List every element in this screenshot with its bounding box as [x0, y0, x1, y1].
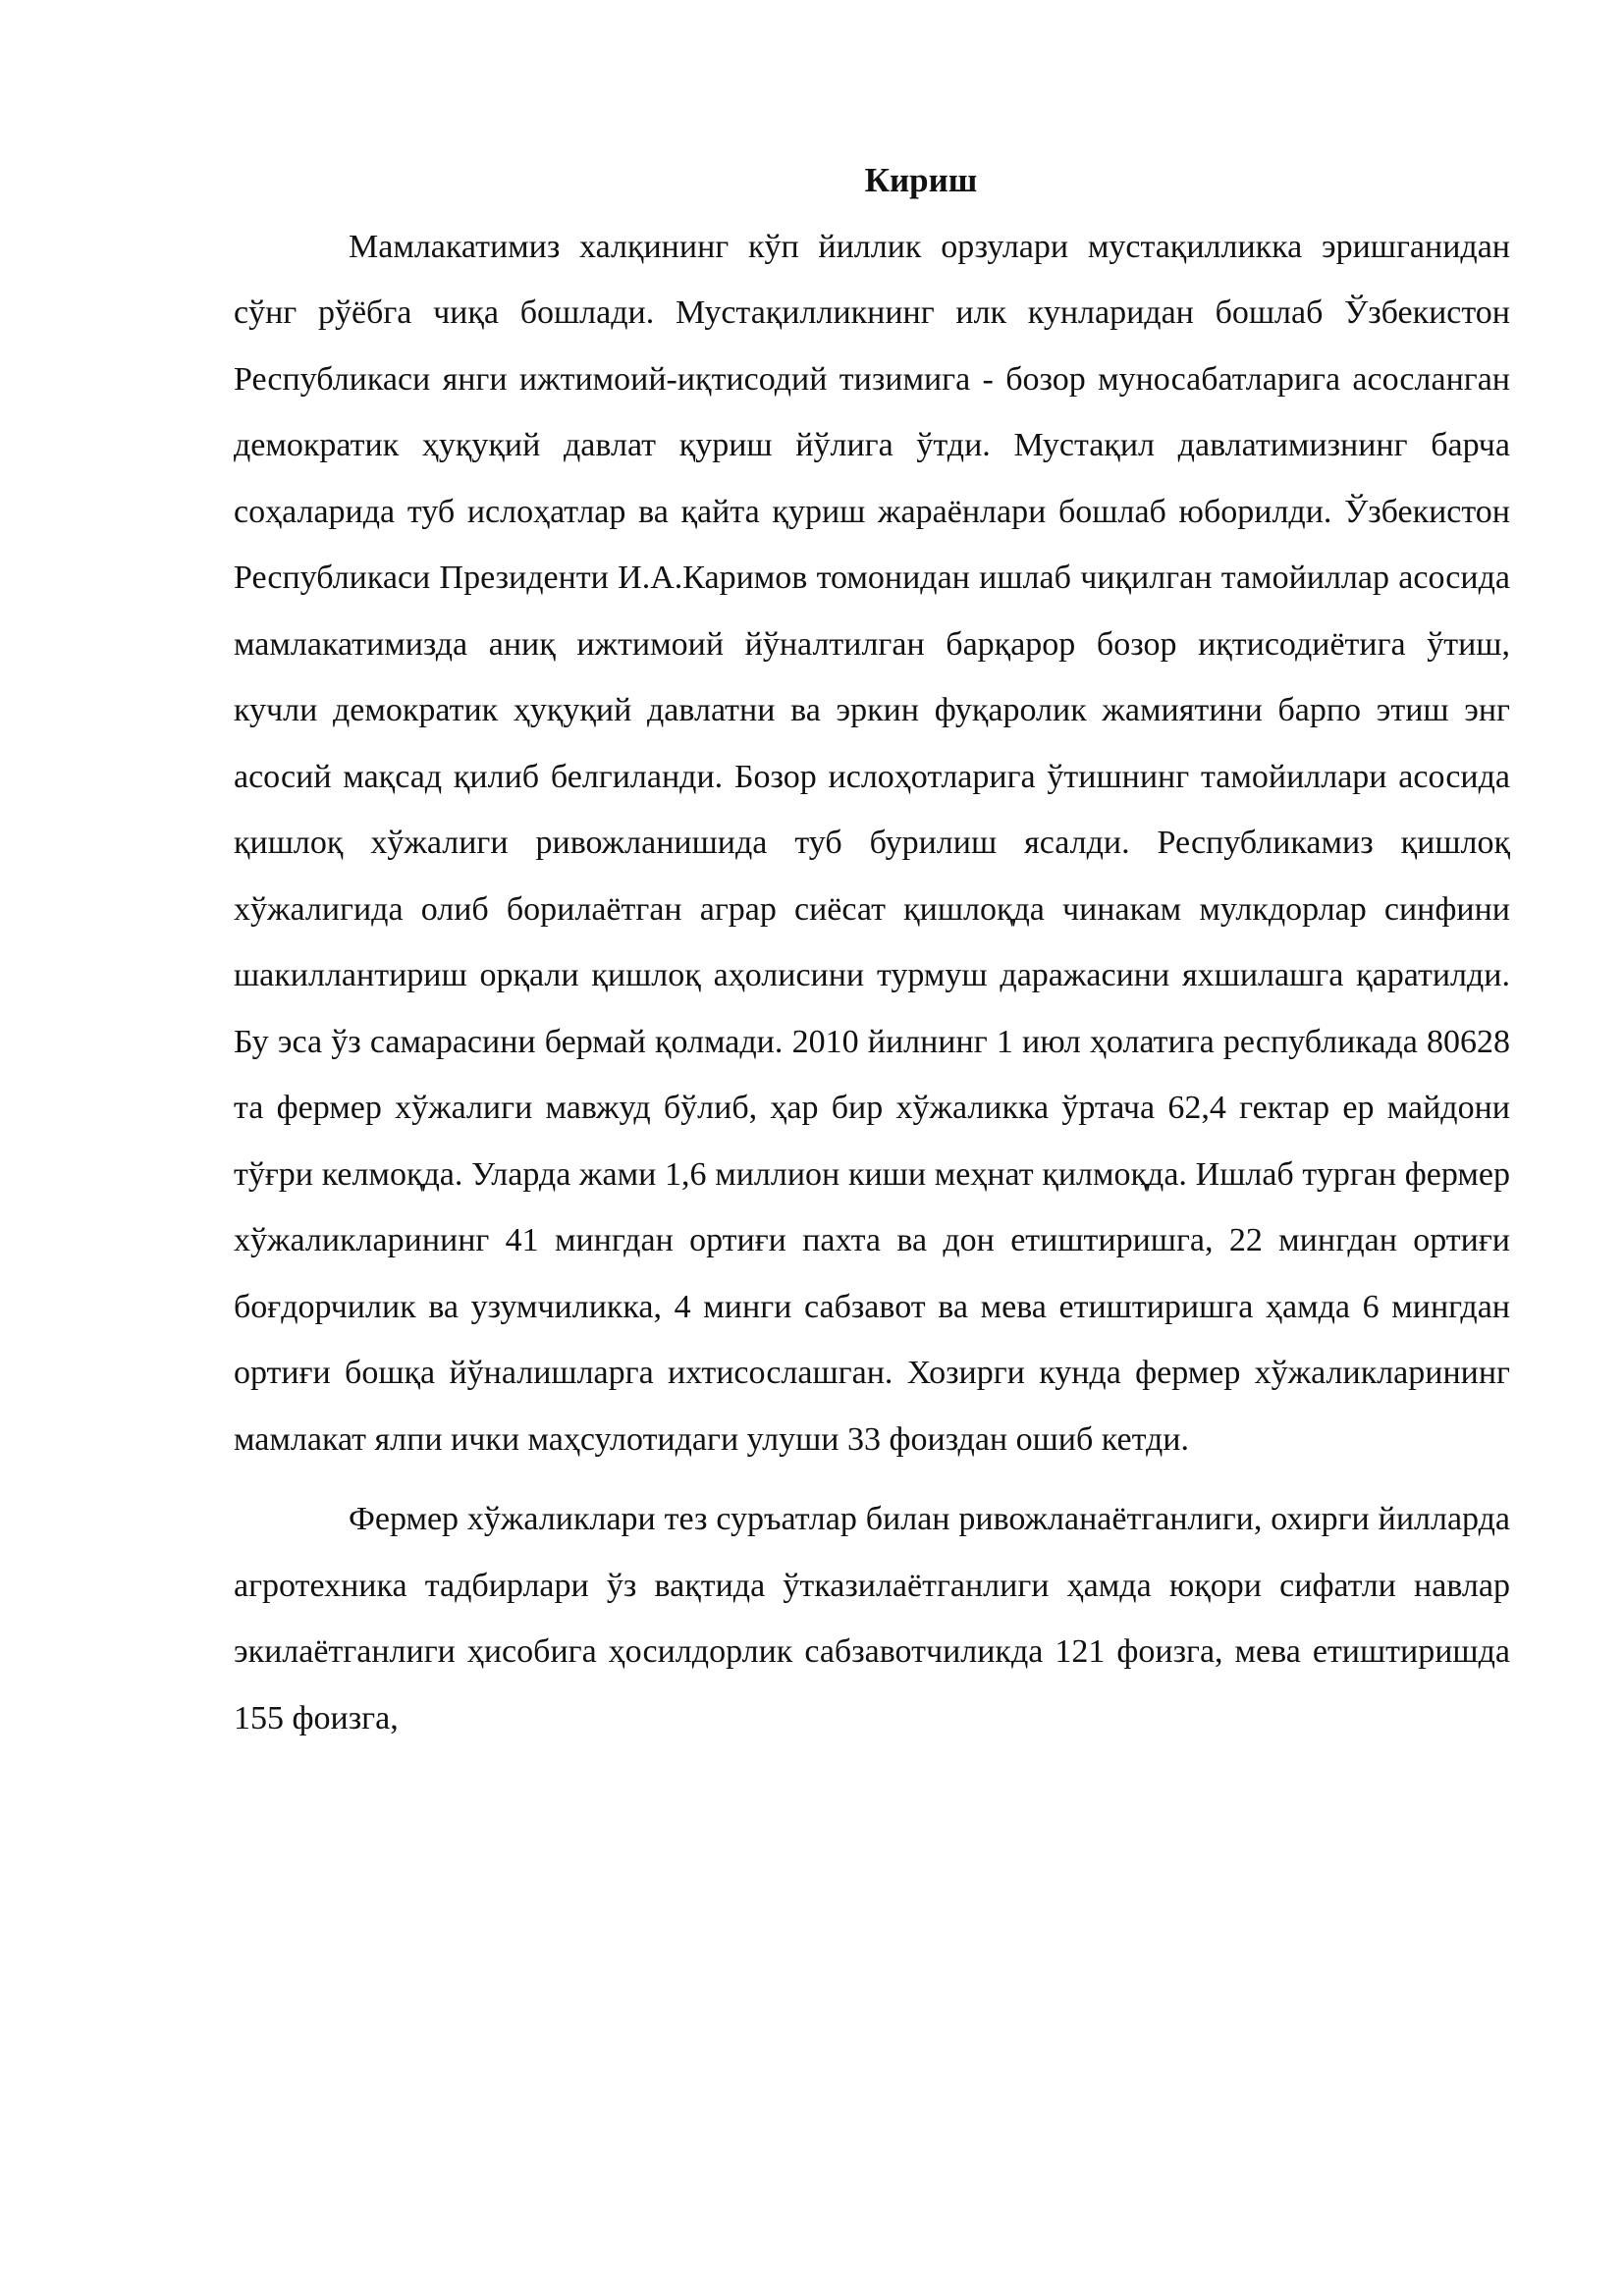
- document-body: [234, 147, 1510, 1751]
- paragraph-2: Фермер хўжаликлари тез суръатлар билан ривожланаётганлиги, охирги йилларда агротехника тадбирлари ўз вақтида ўтказилаётганлиги ҳамда юқори сифатли навлар экилаётганлиги ҳисобига ҳосилдорлик сабзавотчиликда 121 фоизга, мева етиштиришда 155 фоизга,: [234, 1501, 1510, 1736]
- paragraph-1: Мамлакатимиз халқининг кўп йиллик орзулари мустақилликка эришганидан сўнг рўёбга чиқа бошлади. Мустақилликнинг илк кунларидан бошлаб Ўзбекистон Республикаси янги ижтимоий-иқтисодий тизимига - бозор муносабатларига асосланган демократик ҳуқуқий давлат қуриш йўлига ўтди. Мустақил давлатимизнинг барча соҳаларида туб ислоҳатлар ва қайта қуриш жараёнлари бошлаб юборилди. Ўзбекистон Республикаси Президенти И.А.Каримов томонидан ишлаб чиқилган тамойиллар асосида мамлакатимизда аниқ ижтимоий йўналтилган барқарор бозор иқтисодиётига ўтиш, кучли демократик ҳуқуқий давлатни ва эркин фуқаролик жамиятини барпо этиш энг асосий мақсад қилиб белгиланди. Бозор ислоҳотларига ўтишнинг тамойиллари асосида қишлоқ хўжалиги ривожланишида туб бурилиш ясалди. Республикамиз қишлоқ хўжалигида олиб борилаётган аграр сиёсат қишлоқда чинакам мулкдорлар синфини шакиллантириш орқали қишлоқ аҳолисини турмуш даражасини яхшилашга қаратилди. Бу эса ўз самарасини бермай қолмади. 2010 йилнинг 1 июл ҳолатига республикада 80628 та фермер хўжалиги мавжуд бўлиб, ҳар бир хўжаликка ўртача 62,4 гектар ер майдони тўғри келмоқда. Уларда жами 1,6 миллион киши меҳнат қилмоқда. Ишлаб турган фермер хўжаликларининг 41 мингдан ортиғи пахта ва дон етиштиришга, 22 мингдан ортиғи боғдорчилик ва узумчиликка, 4 минги сабзавот ва мева етиштиришга ҳамда 6 мингдан ортиғи бошқа йўналишларга ихтисослашган. Хозирги кунда фермер хўжаликларининг мамлакат ялпи ички маҳсулотидаги улуши 33 фоиздан ошиб кетди.: [234, 228, 1510, 1458]
- section-heading: Кириш: [864, 161, 978, 199]
